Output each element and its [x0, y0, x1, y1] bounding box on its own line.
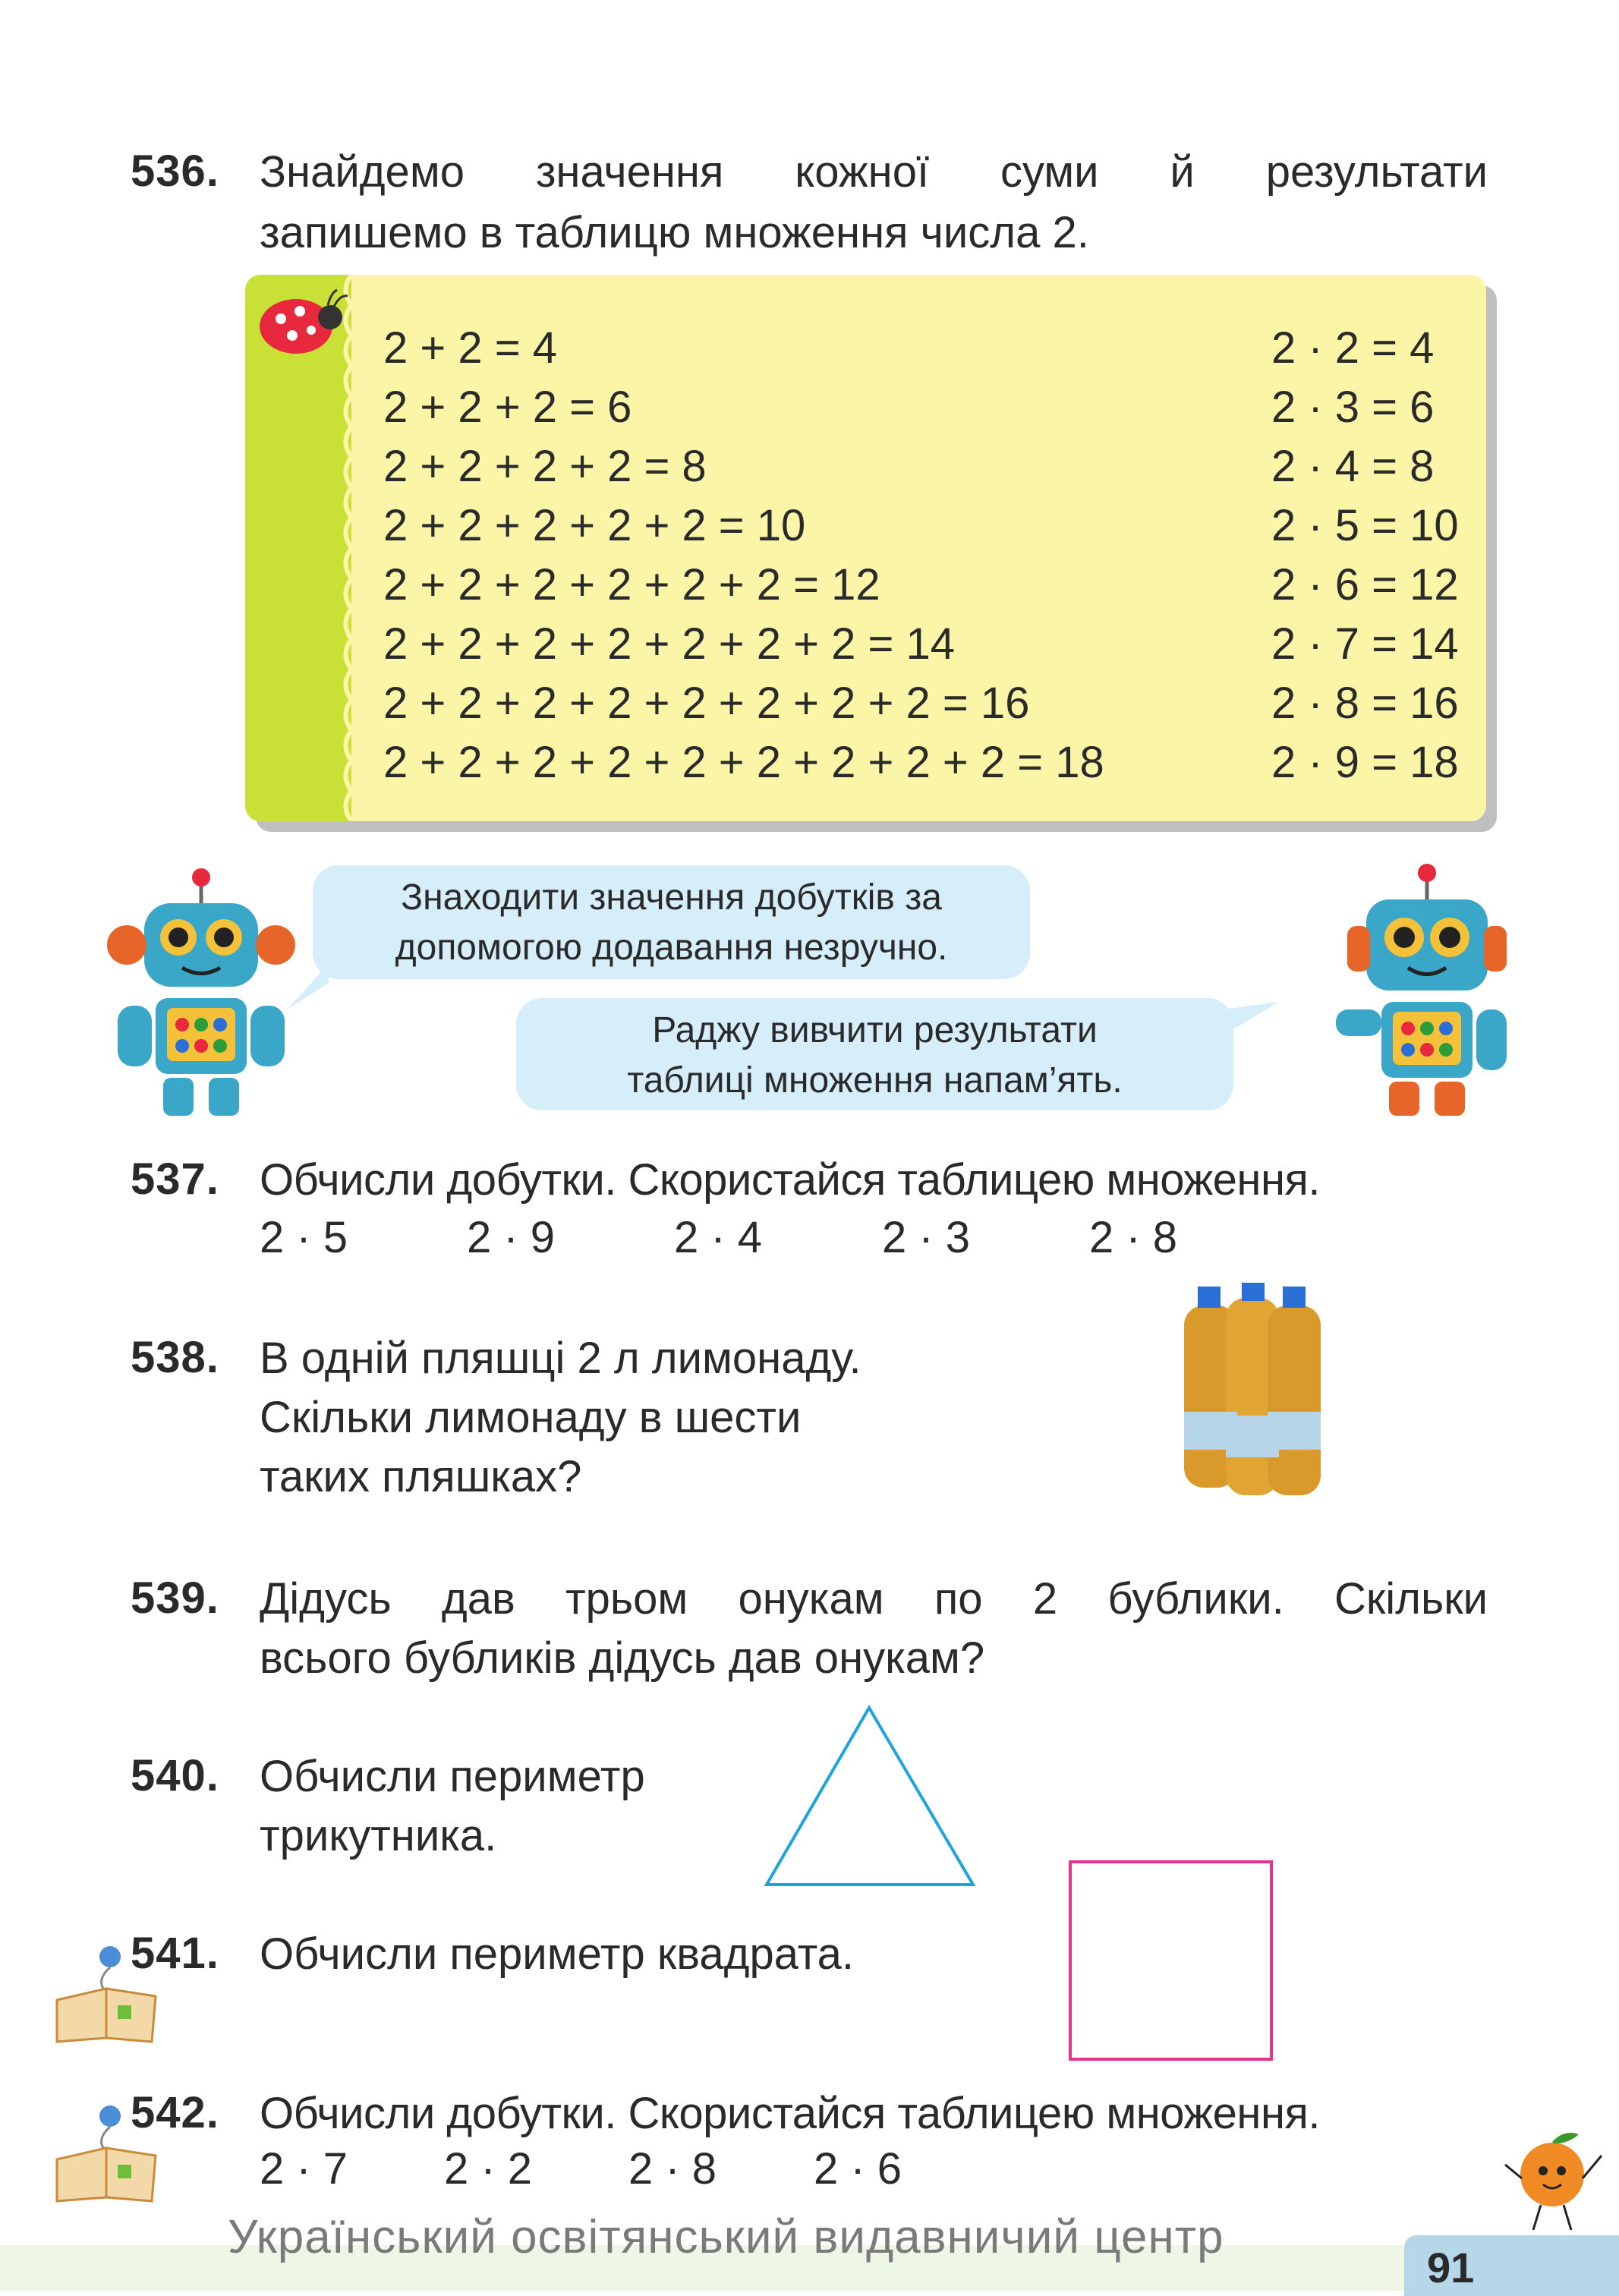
ex537-item: 2 · 9 [467, 1213, 556, 1262]
exercise-number-542: 542. [131, 2088, 219, 2137]
ex537-item: 2 · 3 [882, 1213, 971, 1262]
ex542-item: 2 · 7 [260, 2144, 348, 2194]
ladybug-icon [258, 288, 349, 357]
ex539-text-line2: всього бубликів дідусь дав онукам? [260, 1633, 985, 1683]
ex536-text-line1: Знайдемо значення кожної суми й результати [260, 147, 1488, 197]
bubble-right-tail [1222, 998, 1283, 1044]
sum-row: 2 + 2 = 4 [383, 323, 557, 373]
sum-row: 2 + 2 + 2 + 2 + 2 + 2 = 12 [383, 560, 880, 609]
table-side-strip [245, 275, 351, 821]
exercise-number-537: 537. [131, 1154, 219, 1204]
sum-row: 2 + 2 + 2 + 2 = 8 [383, 442, 707, 491]
bubble-left-tail [287, 964, 332, 1017]
bubble-left-line2: допомогою додавання незручно. [395, 928, 948, 968]
product-row: 2 · 4 = 8 [1271, 442, 1435, 491]
ex538-text-line3: таких пляшках? [260, 1452, 582, 1501]
orange-mascot-icon [1499, 2125, 1613, 2239]
product-row: 2 · 3 = 6 [1271, 383, 1435, 432]
ex537-text: Обчисли добутки. Скористайся таблицею множення. [260, 1155, 1321, 1205]
sum-row: 2 + 2 + 2 + 2 + 2 = 10 [383, 501, 806, 550]
bubble-right-line1: Раджу вивчити результати [652, 1010, 1098, 1050]
product-row: 2 · 7 = 14 [1271, 619, 1459, 669]
triangle-figure [759, 1700, 987, 1890]
lemonade-bottles-icon [1169, 1283, 1343, 1510]
exercise-number-538: 538. [131, 1333, 219, 1382]
ex536-text-line2: запишемо в таблицю множення числа 2. [260, 208, 1089, 257]
product-row: 2 · 6 = 12 [1271, 560, 1459, 609]
ex537-item: 2 · 8 [1089, 1213, 1178, 1262]
ex537-item: 2 · 4 [674, 1213, 763, 1262]
robot-left-icon [102, 865, 300, 1123]
exercise-number-539: 539. [131, 1573, 219, 1623]
ex542-item: 2 · 8 [628, 2144, 717, 2194]
ex539-text-line1: Дідусь дав трьом онукам по 2 бублики. Скільки [260, 1574, 1488, 1624]
product-row: 2 · 2 = 4 [1271, 323, 1435, 373]
product-row: 2 · 8 = 16 [1271, 679, 1459, 728]
exercise-number-536: 536. [131, 146, 219, 196]
ex538-text-line1: В одній пляшці 2 л лимонаду. [260, 1334, 861, 1383]
ex542-text: Обчисли добутки. Скористайся таблицею множення. [260, 2089, 1321, 2138]
square-figure [1066, 1858, 1275, 2063]
page-number: 91 [1427, 2244, 1475, 2291]
robot-right-icon [1313, 858, 1541, 1123]
bubble-left-line1: Знаходити значення добутків за [401, 877, 942, 918]
exercise-number-540: 540. [131, 1751, 219, 1800]
product-row: 2 · 5 = 10 [1271, 501, 1459, 550]
speech-bubble-left [313, 865, 1030, 979]
ex540-text-line2: трикутника. [260, 1811, 497, 1860]
speech-bubble-right [516, 998, 1233, 1110]
ex542-item: 2 · 2 [444, 2144, 533, 2194]
sum-row: 2 + 2 + 2 + 2 + 2 + 2 + 2 + 2 = 16 [383, 679, 1030, 728]
product-row: 2 · 9 = 18 [1271, 738, 1459, 787]
sum-row: 2 + 2 + 2 = 6 [383, 383, 632, 432]
ex537-item: 2 · 5 [260, 1213, 348, 1262]
ex541-text: Обчисли периметр квадрата. [260, 1929, 854, 1979]
exercise-number-541: 541. [131, 1929, 219, 1978]
ex538-text-line2: Скільки лимонаду в шести [260, 1393, 802, 1442]
bubble-right-line2: таблиці множення напам’ять. [627, 1060, 1123, 1101]
ex540-text-line1: Обчисли периметр [260, 1752, 645, 1801]
publisher-footer: Український освітянський видавничий центр [228, 2211, 1224, 2263]
ex542-item: 2 · 6 [814, 2144, 902, 2194]
sum-row: 2 + 2 + 2 + 2 + 2 + 2 + 2 + 2 + 2 = 18 [383, 738, 1104, 787]
sum-row: 2 + 2 + 2 + 2 + 2 + 2 + 2 = 14 [383, 619, 956, 669]
